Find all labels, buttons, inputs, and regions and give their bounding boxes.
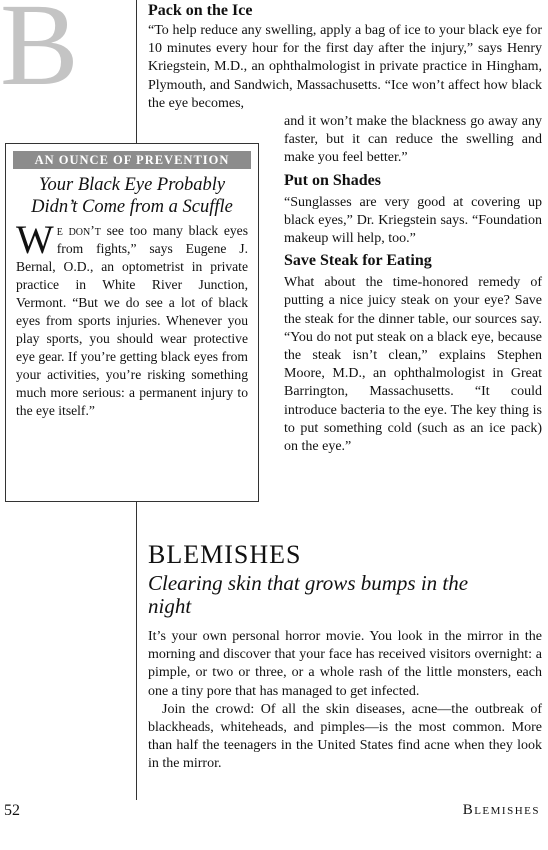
- put-on-shades-heading: Put on Shades: [284, 171, 381, 189]
- running-head: Blemishes: [462, 802, 540, 818]
- pack-on-ice-text-continued: and it won’t make the blackness go away any faster, but it can reduce the swelling and make you feel better.”: [284, 114, 542, 166]
- section-paragraph-2: Join the crowd: Of all the skin diseases, acne—the outbreak of blackheads, whiteheads, and pimples—is the most common. More than half the teenagers in the United States find acne when they look in the mirror.: [148, 701, 542, 772]
- sidebar-body: [16, 217, 248, 420]
- put-on-shades-text: “Sunglasses are very good at covering up black eyes,” Dr. Kriegstein says. “Foundation makeup will help, too.”: [284, 194, 542, 247]
- section-title: BLEMISHES: [148, 540, 302, 569]
- pack-on-ice-text: “To help reduce any swelling, apply a bag of ice to your black eye for 10 minutes every hour for the first day after the injury,” says Henry Kriegstein, M.D., an ophthalmologist in private practice in Hingham, Plymouth, and Sandwich, Massachusetts. “Ice won’t affect how black the eye becomes,: [148, 23, 542, 111]
- section-paragraph-1: It’s your own personal horror movie. You look in the mirror in the morning and discover that your face has received visitors overnight: a pimple, or two or three, or a whole rash of the little monsters, each one a tiny pore that has managed to get infected.: [148, 629, 542, 699]
- sidebar-body-text: see too many black eyes from fights,” says Eugene J. Bernal, O.D., an optometrist in private practice in White River Junction, Vermont. “But we do see a lot of black eyes from sports injuries. Whenever you play sports, you should wear protective eye gear. If you’re getting black eyes from your activities, you’re risking something much more serious: a permanent injury to the eye itself.”: [16, 223, 248, 418]
- section-subtitle: Clearing skin that grows bumps in the night: [148, 571, 469, 618]
- decorative-initial-letter: B: [0, 0, 79, 110]
- sidebar-dropcap: W: [16, 217, 54, 262]
- save-steak-heading: Save Steak for Eating: [284, 252, 432, 270]
- save-steak-text: What about the time-honored remedy of putting a nice juicy steak on your eye? Save the steak for the dinner table, our sources say. “You do not put steak on a black eye, because the steak isn’t clean,” explains Stephen Moore, M.D., an ophthalmologist in Great Barrington, Massachusetts. “It could introduce bacteria to the eye. The key thing is to put something cold (such as an ice pack) on the eye.”: [284, 275, 542, 455]
- sidebar-title: Your Black Eye Probably Didn’t Come from a Scuffle: [31, 175, 233, 217]
- sidebar-banner: AN OUNCE OF PREVENTION: [13, 151, 251, 169]
- blemishes-section: [148, 540, 542, 774]
- page-number: 52: [4, 802, 20, 819]
- pack-on-ice-heading: Pack on the Ice: [148, 2, 253, 19]
- sidebar-lead-words: e don’t: [56, 223, 101, 238]
- prevention-sidebar: [5, 143, 259, 502]
